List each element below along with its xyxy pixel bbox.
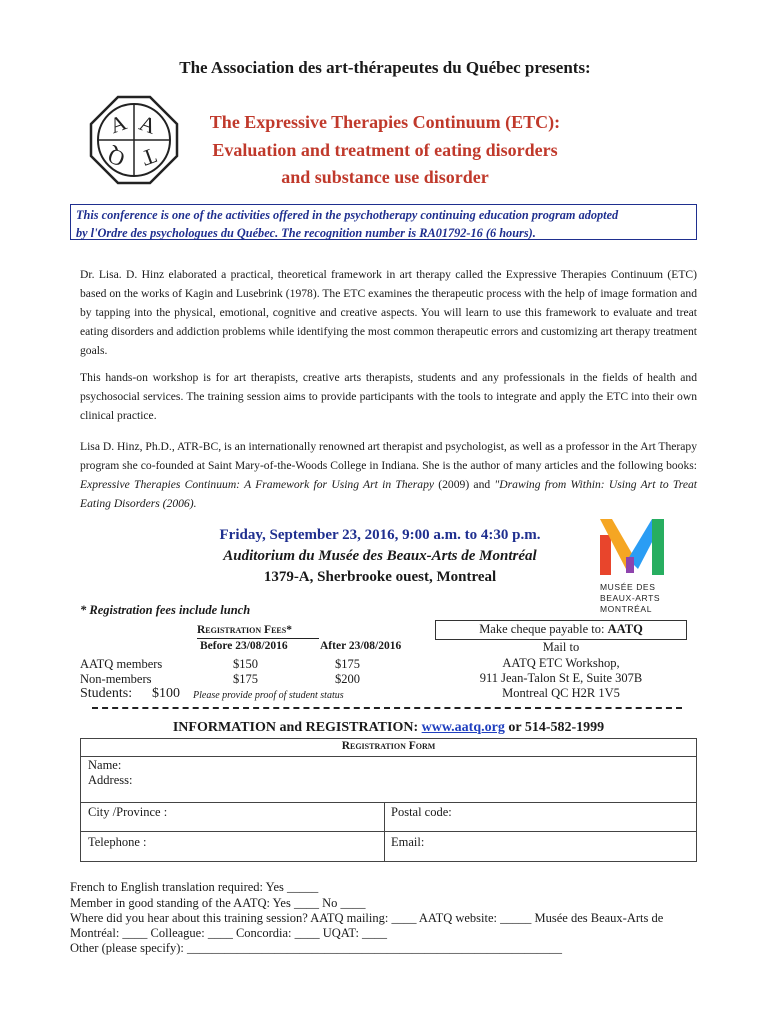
museum-logo-bar-5 [626,557,634,573]
fee-members-after: $175 [335,657,360,671]
cheque-payee: AATQ [607,622,643,636]
info-prefix: INFORMATION and REGISTRATION: [172,720,419,735]
mail-address-line-2: 911 Jean-Talon St E, Suite 307B [479,671,643,685]
book-title-2: "Drawing from Within: Using Art to Treat Eating Disorders (2006). [80,478,697,510]
fees-note: * Registration fees include lunch [80,603,251,617]
form-divider-3 [81,831,696,832]
museum-logo-bar-1 [600,535,611,575]
fee-label-nonmembers: Non-members [80,672,152,686]
other-specify-field[interactable]: Other (please specify): ____________________________________________________________ [70,941,562,955]
telephone-field[interactable]: Telephone : [88,835,147,849]
form-divider-1 [81,756,696,757]
aatq-website-link[interactable]: www.aatq.org [421,720,505,735]
info-suffix: or 514-582-1999 [508,720,605,735]
museum-logo [598,517,666,579]
event-date: Friday, September 23, 2016, 9:00 a.m. to 4:30 p.m. [219,527,541,543]
referral-question-line-1[interactable]: Where did you hear about this training session? AATQ mailing: ____ AATQ website: _____ Musée des Beaux-Arts de [70,911,664,925]
city-province-field[interactable]: City /Province : [88,805,168,819]
museum-name-line-2: BEAUX-ARTS [600,593,661,603]
museum-name-line-1: MUSÉE DES [600,582,656,592]
fee-label-members: AATQ members [80,657,163,671]
accreditation-notice [70,204,697,240]
address-field[interactable]: Address: [88,773,133,787]
speaker-bio: Lisa D. Hinz, Ph.D., ATR-BC, is an internationally renowned art therapist and psychologist, as well as a professor in the Art Therapy program she co-founded at Saint Mary-of-the-Woods College in Indiana. She is the author of many articles and the following books: [80,440,697,472]
etc-title-line-3: and substance use disorder [281,167,489,187]
form-column-divider [384,802,385,862]
fee-nonmembers-after: $200 [335,672,360,686]
mail-address-line-1: AATQ ETC Workshop, [502,656,620,670]
logo-letter-2: A [136,109,160,139]
form-title: Registration Form [341,740,436,752]
fees-heading: Registration Fees* [197,624,292,636]
mail-address-line-3: Montreal QC H2R 1V5 [502,686,620,700]
info-line [80,720,697,736]
notice-line-1: This conference is one of the activities offered in the psychotherapy continuing education program adopted [76,208,619,222]
speaker-bio-mid: (2009) and [434,478,495,491]
logo-letter-1: A [106,109,130,139]
translation-question[interactable]: French to English translation required: Yes _____ [70,880,319,894]
mail-to-label: Mail to [542,640,580,654]
registration-form [80,738,697,862]
fees-col-after: After 23/08/2016 [320,640,402,652]
postal-code-field[interactable]: Postal code: [391,805,452,819]
name-field[interactable]: Name: [88,758,122,772]
fees-heading-underline [197,638,319,639]
etc-title-line-1: The Expressive Therapies Continuum (ETC): [209,112,561,132]
museum-name-line-3: MONTRÉAL [600,604,653,614]
form-divider-2 [81,802,696,803]
audience-paragraph: This hands-on workshop is for art therapists, creative arts therapists, students and any professionals in the fields of health and psychosocial services. The training session aims to provide participants with the tools to integrate and apply the ETC into their own clinical practice. [80,371,697,422]
cheque-line [435,622,687,637]
page-title: The Association des art-thérapeutes du Québec presents: [179,58,591,77]
logo-letter-4: Q [104,143,128,173]
referral-question-line-2[interactable]: Montréal: ____ Colleague: ____ Concordia: ____ UQAT: ____ [70,926,388,940]
book-title-1: Expressive Therapies Continuum: A Framework for Using Art in Therapy [80,478,435,491]
event-address: 1379-A, Sherbrooke ouest, Montreal [263,569,497,585]
students-note: Please provide proof of student status [193,690,344,701]
cheque-label: Make cheque payable to: [479,622,605,636]
cut-line [92,707,682,709]
description-paragraph: Dr. Lisa. D. Hinz elaborated a practical, theoretical framework in art therapy called the Expressive Therapies Continuum (ETC) based on the works of Kagin and Lusebrink (1978). The ETC examines the therapeutic process with the help of image formation and by tapping into the physical, emotional, cognitive and creative aspects. You will learn to use this framework to evaluate and treat eating disorders and addiction problems while identifying the most common therapeutic errors and customizing art therapy treatment goals. [80,268,697,357]
museum-logo-bar-4 [652,519,664,575]
membership-question[interactable]: Member in good standing of the AATQ: Yes ____ No ____ [70,896,366,910]
speaker-paragraph [80,437,697,513]
email-field[interactable]: Email: [391,835,425,849]
fee-members-before: $150 [233,657,258,671]
etc-title-line-2: Evaluation and treatment of eating disorders [212,140,558,160]
fees-col-before: Before 23/08/2016 [200,640,288,652]
event-venue: Auditorium du Musée des Beaux-Arts de Montréal [223,548,537,564]
fee-nonmembers-before: $175 [233,672,258,686]
logo-letter-3: T [138,143,160,172]
fee-students-price: $100 [152,686,180,701]
fee-label-students: Students: [80,686,133,701]
notice-line-2: by l'Ordre des psychologues du Québec. The recognition number is RA01792-16 (6 hours). [76,226,536,240]
